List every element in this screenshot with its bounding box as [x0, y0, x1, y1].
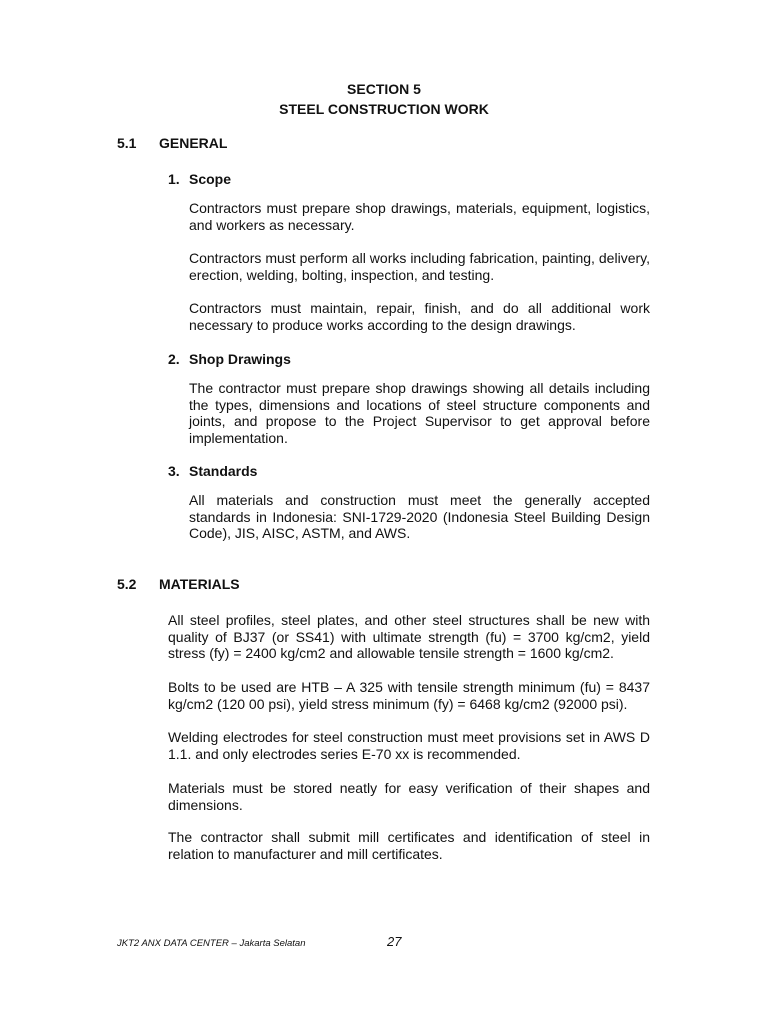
section-number-label: SECTION 5 — [347, 81, 421, 97]
subheading-text: Standards — [189, 463, 258, 479]
materials-paragraph-2: Bolts to be used are HTB – A 325 with tensile strength minimum (fu) = 8437 kg/cm2 (120 00 psi), yield stress minimum (fy) = 6468 kg/cm2 (92000 psi). — [168, 679, 650, 712]
materials-paragraph-1: All steel profiles, steel plates, and other steel structures shall be new with quality of BJ37 (or SS41) with ultimate strength (fu) = 3700 kg/cm2, yield stress (fy) = 2400 kg/cm2 and allowable tensile strength = 1600 kg/cm2. — [168, 612, 650, 661]
subheading-scope — [168, 171, 231, 187]
scope-paragraph-1: Contractors must prepare shop drawings, materials, equipment, logistics, and workers as necessary. — [189, 200, 650, 233]
subheading-text: Shop Drawings — [189, 351, 291, 367]
subheading-standards — [168, 463, 257, 479]
heading-number: 5.1 — [117, 135, 137, 151]
materials-paragraph-4: Materials must be stored neatly for easy verification of their shapes and dimensions. — [168, 780, 650, 813]
subheading-number: 1. — [168, 171, 180, 187]
shop-drawings-paragraph: The contractor must prepare shop drawings showing all details including the types, dimensions and locations of steel structure components and joints, and propose to the Project Supervisor to get approval before implementation. — [189, 380, 650, 446]
materials-paragraph-3: Welding electrodes for steel construction must meet provisions set in AWS D 1.1. and only electrodes series E-70 xx is recommended. — [168, 729, 650, 762]
scope-paragraph-2: Contractors must perform all works including fabrication, painting, delivery, erection, welding, bolting, inspection, and testing. — [189, 250, 650, 283]
subheading-number: 2. — [168, 351, 180, 367]
subheading-shop-drawings — [168, 351, 291, 367]
standards-paragraph: All materials and construction must meet the generally accepted standards in Indonesia: SNI-1729-2020 (Indonesia Steel Building Design Code), JIS, AISC, ASTM, and AWS. — [189, 492, 650, 541]
section-title: STEEL CONSTRUCTION WORK — [279, 101, 489, 117]
materials-paragraph-5: The contractor shall submit mill certificates and identification of steel in relation to manufacturer and mill certificates. — [168, 829, 650, 862]
heading-text: MATERIALS — [159, 576, 240, 592]
scope-paragraph-3: Contractors must maintain, repair, finish, and do all additional work necessary to produce works according to the design drawings. — [189, 300, 650, 333]
heading-number: 5.2 — [117, 576, 137, 592]
subheading-number: 3. — [168, 463, 180, 479]
heading-text: GENERAL — [159, 135, 228, 151]
footer-document-name: JKT2 ANX DATA CENTER – Jakarta Selatan — [117, 938, 306, 949]
page-number: 27 — [387, 934, 402, 949]
subheading-text: Scope — [189, 171, 232, 187]
